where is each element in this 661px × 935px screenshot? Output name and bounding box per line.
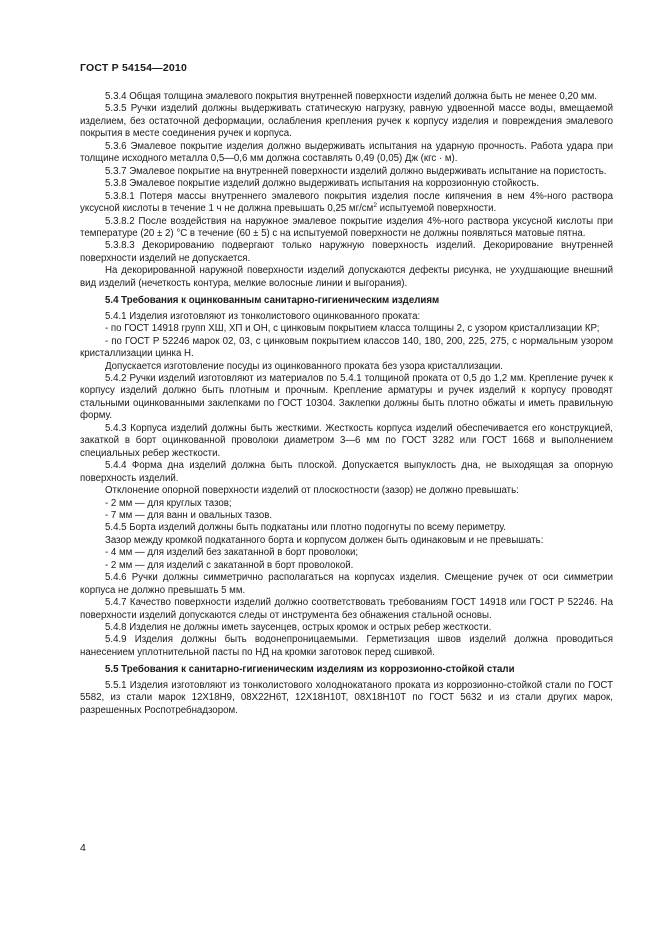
list-item-baths: - 7 мм — для ванн и овальных тазов. xyxy=(105,509,273,521)
paragraph-5-3-8-2: 5.3.8.2 После воздействия на наружное эмалевое покрытие изделия 4%-ного раствора уксусной кислоты при температуре (20 ± 2) °С в течение (60 ± 5) с на испытуемой поверхности не должны появляться матовые пятна. xyxy=(80,215,613,239)
paragraph-decor-defects: На декорированной наружной поверхности изделий допускаются дефекты рисунка, не ухудшающие внешний вид изделий (нечеткость контура, мелкие волосные линии и выгорания). xyxy=(80,265,613,289)
paragraph-5-4-8: 5.4.8 Изделия не должны иметь заусенцев, острых кромок и острых ребер жесткости. xyxy=(105,622,492,634)
document-body xyxy=(80,91,613,717)
paragraph-5-4-4: 5.4.4 Форма дна изделий должна быть плоской. Допускается выпуклость дна, не выходящая за опорную поверхность изделий. xyxy=(80,460,613,484)
list-item-round-basins: - 2 мм — для круглых тазов; xyxy=(105,497,232,509)
section-heading-5-5: 5.5 Требования к санитарно-гигиеническим изделиям из коррозионно-стойкой стали xyxy=(105,664,515,676)
list-item-gost-14918: - по ГОСТ 14918 групп ХШ, ХП и ОН, с цинковым покрытием класса толщины 2, с узором кристаллизации КР; xyxy=(105,323,600,335)
paragraph-5-5-1: 5.5.1 Изделия изготовляют из тонколистового холоднокатаного проката из коррозионно-стойкой стали по ГОСТ 5582, из стали марок 12Х18Н9, 08Х22Н6Т, 12Х18Н10Т, 08Х18Н10Т по ГОСТ 5632 и из стали других марок, разрешенных Роспотребнадзором. xyxy=(80,679,613,716)
paragraph-5-3-8-3: 5.3.8.3 Декорированию подвергают только наружную поверхность изделий. Декорирование внутренней поверхности изделий не допускается. xyxy=(80,240,613,264)
paragraph-5-4-9: 5.4.9 Изделия должны быть водонепроницаемыми. Герметизация швов изделий должна проводиться нанесением уплотнительной пасты по НД на кромки заготовок перед сшивкой. xyxy=(80,634,613,658)
paragraph-5-3-7: 5.3.7 Эмалевое покрытие на внутренней поверхности изделий должно выдерживать испытание на пористость. xyxy=(105,165,607,177)
paragraph-gap: Зазор между кромкой подкатанного борта и корпусом должен быть одинаковым и не превышать: xyxy=(105,534,544,546)
paragraph-5-4-5: 5.4.5 Борта изделий должны быть подкатаны или плотно подогнуты по всему периметру. xyxy=(105,522,506,534)
paragraph-5-3-8-1-text: 5.3.8.1 Потеря массы внутреннего эмалевого покрытия изделия после кипячения в нем 4%-ного раствора уксусной кислоты в течение 1 ч не должна превышать 0,25 мг/см xyxy=(80,190,613,215)
page-number: 4 xyxy=(80,842,86,854)
paragraph-5-4-1: 5.4.1 Изделия изготовляют из тонколистового оцинкованного проката: xyxy=(105,310,421,322)
paragraph-5-3-8-1-tail: испытуемой поверхности. xyxy=(376,203,497,215)
paragraph-5-3-5: 5.3.5 Ручки изделий должны выдерживать статическую нагрузку, равную удвоенной массе воды, вмещаемой изделием, без остаточной деформации, ослабления крепления ручек к корпусу изделия и повреждения эмалевого покрытия в месте соединения ручек и корпуса. xyxy=(80,103,613,140)
paragraph-5-3-8-1 xyxy=(80,191,613,216)
document-header: ГОСТ Р 54154—2010 xyxy=(80,62,188,74)
superscript-2: 2 xyxy=(373,201,377,209)
paragraph-5-4-7: 5.4.7 Качество поверхности изделий должно соответствовать требованиям ГОСТ 14918 или ГОСТ Р 52246. На поверхности изделий допускаются следы от инструмента без обнажения стальной основы. xyxy=(80,597,613,621)
paragraph-no-crystallization: Допускается изготовление посуды из оцинкованного проката без узора кристаллизации. xyxy=(105,360,503,372)
paragraph-5-4-2: 5.4.2 Ручки изделий изготовляют из материалов по 5.4.1 толщиной проката от 0,5 до 1,2 мм. Крепление ручек к корпусу изделий должно быть плотным и прочным. Крепление арматуры и ручек изделий к корпусу проводят стальными оцинкованными заклепками по ГОСТ 10304. Заклепки должны быть плотно обжаты и иметь правильную форму. xyxy=(80,372,613,422)
paragraph-flatness: Отклонение опорной поверхности изделий от плоскостности (зазор) не должно превышать: xyxy=(105,485,519,497)
paragraph-5-3-8: 5.3.8 Эмалевое покрытие изделий должно выдерживать испытания на коррозионную стойкость. xyxy=(105,178,540,190)
paragraph-5-4-3: 5.4.3 Корпуса изделий должны быть жесткими. Жесткость корпуса изделий обеспечивается его конструкцией, закаткой в борт оцинкованной проволоки диаметром 3—6 мм по ГОСТ 3282 или ГОСТ 1668 и выполнением специальных ребер жесткости. xyxy=(80,422,613,459)
paragraph-5-3-6: 5.3.6 Эмалевое покрытие изделия должно выдерживать испытания на ударную прочность. Работа удара при толщине исходного металла 0,5—0,6 мм должна составлять 0,49 (0,05) Дж (кгс · м). xyxy=(80,140,613,165)
paragraph-5-4-6: 5.4.6 Ручки должны симметрично располагаться на корпусах изделия. Смещение ручек от оси симметрии корпуса не должно превышать 5 мм. xyxy=(80,572,613,596)
paragraph-5-3-4: 5.3.4 Общая толщина эмалевого покрытия внутренней поверхности изделий должна быть не менее 0,20 мм. xyxy=(105,91,597,102)
section-heading-5-4: 5.4 Требования к оцинкованным санитарно-гигиеническим изделиям xyxy=(105,295,440,307)
list-item-gost-52246: - по ГОСТ Р 52246 марок 02, 03, с цинковым покрытием классов 140, 180, 200, 225, 275, с нормальным узором кристаллизации цинка Н. xyxy=(80,335,613,360)
list-item-with-wire: - 2 мм — для изделий с закатанной в борт проволокой. xyxy=(105,559,354,571)
list-item-without-wire: - 4 мм — для изделий без закатанной в борт проволоки; xyxy=(105,547,359,559)
